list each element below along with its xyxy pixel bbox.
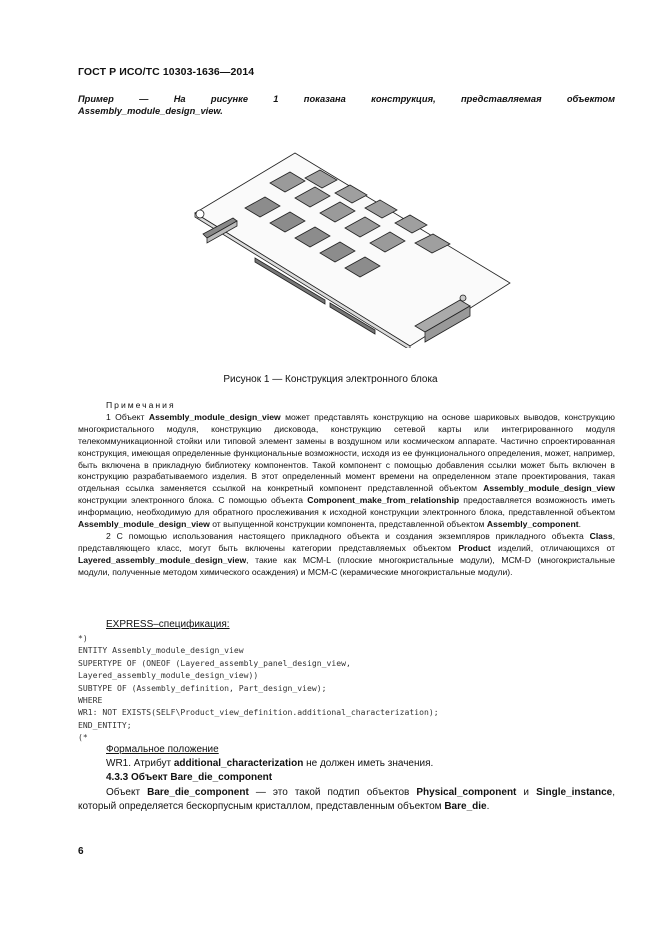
circuit-board-figure [175, 148, 520, 348]
example-text-line1: Пример — На рисунке 1 показана конструкция, представляемая объектом [78, 94, 615, 104]
notes-title: Примечания [106, 400, 176, 410]
express-code-block: *) ENTITY Assembly_module_design_view SUPERTYPE OF (ONEOF (Layered_assembly_panel_design_view, Layered_assembly_module_design_view)) SUBTYPE OF (Assembly_definition, Part_design_view); WHERE WR1: NOT EXISTS(SELF\Product_view_definition.additional_characterization); END_ENTITY; (* [78, 633, 439, 743]
figure-caption: Рисунок 1 — Конструкция электронного блока [223, 374, 438, 385]
notes-block [78, 400, 615, 579]
formal-proposition-title: Формальное положение [106, 744, 219, 755]
section-paragraph: Объект Bare_die_component — это такой подтип объектов Physical_component и Single_instance, который определяется бескорпусным кристаллом, представленным объектом Bare_die. [78, 787, 615, 812]
mounting-hole [196, 210, 204, 218]
note-1: 1 Объект Assembly_module_design_view может представлять конструкцию на основе шариковых выводов, конструкцию многокристального модуля, конструкцию дисковода, конструкцию сетевой карты или интегрированного модуля телекоммуникационной стойки или типовой элемент замены в воздушном или космическом аппарате. Частично спроектированная конструкция, имеющая определенные функциональные возможности, исходя из ее функционального определения, может, например, быть включена в прикладную библиотеку компонентов. Такой компонент с помощью добавления ссылки может быть включен в конструкцию разрабатываемого изделия. В этот определенный момент времени на определенном этапе проектирования, такая отдельная ссылка заменяется ссылкой на конкретный компонент представленной объектом Assembly_module_design_view конструкции электронного блока. С помощью объекта Component_make_from_relationship предоставляется возможность иметь информацию, необходимую для обратного прослеживания к исходной конструкции электронного блока, представленной объектом Assembly_module_design_view от выпущенной конструкции компонента, представленной объектом Assembly_component. [78, 411, 616, 530]
note-2: 2 С помощью использования настоящего прикладного объекта и создания экземпляров прикладного объекта Class, представляющего класс, могут быть включены категории представляемых объектом Product изделий, отличающихся от Layered_assembly_module_design_view, такие как МСМ-L (плоские многокристальные модули), МСМ-D (многокристальные модули, полученные методом химического осаждения) и МСМ-С (керамические многокристальные модули). [78, 530, 615, 577]
example-text-line2: Assembly_module_design_view. [78, 106, 223, 116]
express-spec-title: EXPRESS–спецификация: [106, 619, 230, 630]
page-number: 6 [78, 846, 84, 857]
wr1-rule: WR1. Атрибут additional_characterization не должен иметь значения. [106, 758, 434, 769]
section-heading: 4.3.3 Объект Bare_die_component [106, 772, 273, 783]
document-header: ГОСТ Р ИСО/ТС 10303-1636—2014 [78, 66, 255, 78]
